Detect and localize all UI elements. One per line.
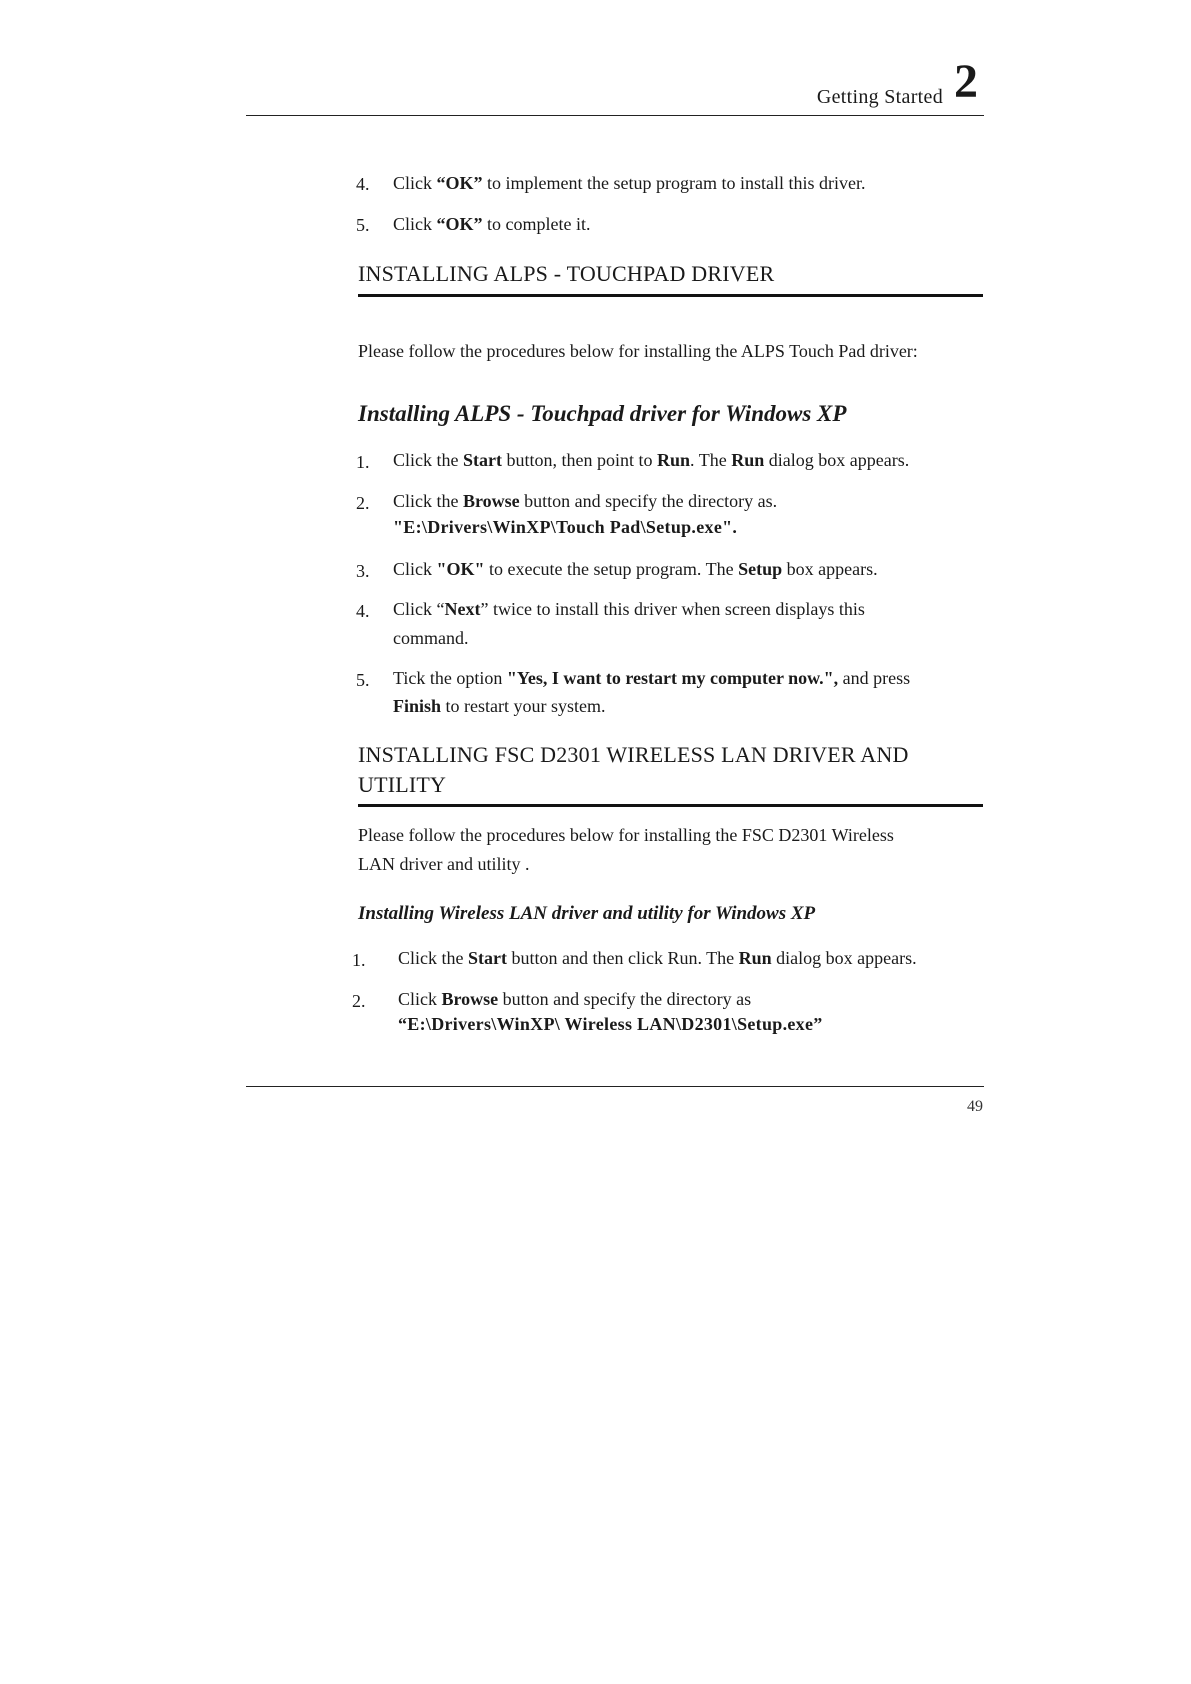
file-path: “E:\Drivers\WinXP\ Wireless LAN\D2301\Setup.exe” bbox=[398, 1014, 823, 1034]
footer-rule bbox=[246, 1086, 984, 1087]
step-text: Click “OK” to implement the setup program to install this driver. bbox=[393, 173, 866, 193]
step-number: 1. bbox=[352, 950, 366, 970]
step-number: 5. bbox=[356, 215, 370, 235]
step-number: 2. bbox=[352, 991, 366, 1011]
section-intro: Please follow the procedures below for installing the ALPS Touch Pad driver: bbox=[358, 341, 918, 361]
step-text-continued: Finish to restart your system. bbox=[393, 696, 606, 716]
step-text: Click the Start button, then point to Run. The Run dialog box appears. bbox=[393, 450, 910, 470]
chapter-number: 2 bbox=[954, 55, 978, 108]
section-intro: Please follow the procedures below for installing the FSC D2301 Wireless LAN driver and utility . bbox=[358, 825, 894, 874]
header-rule bbox=[246, 115, 984, 116]
step-number: 3. bbox=[356, 561, 370, 581]
step-number: 4. bbox=[356, 601, 370, 621]
step-text: Click the Start button and then click Run. The Run dialog box appears. bbox=[398, 948, 917, 968]
subsection-heading: Installing Wireless LAN driver and utility for Windows XP bbox=[358, 903, 816, 924]
step-text: Click "OK" to execute the setup program. The Setup box appears. bbox=[393, 559, 878, 579]
step-text: Click the Browse button and specify the directory as. bbox=[393, 491, 778, 511]
step-text: Click Browse button and specify the directory as bbox=[398, 989, 752, 1009]
running-header-title: Getting Started bbox=[816, 86, 943, 108]
subsection-heading: Installing ALPS - Touchpad driver for Windows XP bbox=[358, 401, 847, 426]
file-path: "E:\Drivers\WinXP\Touch Pad\Setup.exe". bbox=[393, 517, 738, 537]
step-number: 5. bbox=[356, 670, 370, 690]
step-text: Tick the option "Yes, I want to restart my computer now.", and press bbox=[393, 668, 911, 688]
step-text-continued: command. bbox=[393, 628, 469, 648]
step-number: 4. bbox=[356, 174, 370, 194]
section-heading-alps: INSTALLING ALPS - TOUCHPAD DRIVER bbox=[358, 258, 983, 297]
page-number: 49 bbox=[967, 1098, 983, 1115]
step-number: 1. bbox=[356, 452, 370, 472]
section-heading-wireless-lan: INSTALLING FSC D2301 WIRELESS LAN DRIVER AND UTILITY bbox=[358, 740, 983, 807]
step-text: Click “OK” to complete it. bbox=[393, 214, 591, 234]
step-text: Click “Next” twice to install this driver when screen displays this bbox=[393, 599, 865, 619]
step-number: 2. bbox=[356, 493, 370, 513]
